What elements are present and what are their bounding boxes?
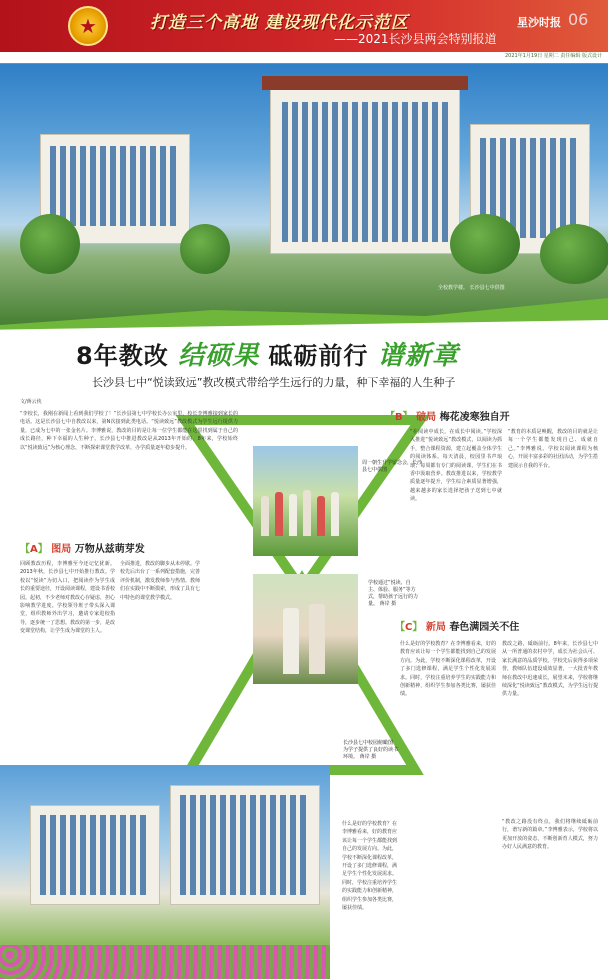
intro-paragraph: “李校长，我刚在新闻上看到我们学校了！”长沙县第七中学校长办公室里，校长李博雅接到家长的电话。这是长沙县七中自教改以来，第N次接到此类电话。“悦读致远”教改模式为学生远行提供力量，已成为七中的一张金名片。李博雅说，教改的目的是让每一位学生都能在这里找到属于自己的成长路径，种下幸福的人生种子。长沙县七中推进教改是从2013年开始的，8年来，学校始终以“悦读致远”为核心理念，不断探索课堂教学改革，办学质量逐年稳步提升。 — [20, 411, 238, 451]
building-right-windows — [180, 795, 310, 895]
article-title — [76, 335, 459, 372]
building-main-roof — [262, 76, 468, 90]
header-slogan: 打造三个高地 建设现代化示范区 — [150, 13, 409, 33]
dateline-bar — [0, 52, 608, 64]
title-mid: 砥砺前行 — [268, 342, 369, 370]
masthead: 星沙时报 — [517, 16, 561, 29]
hero-photo — [0, 64, 608, 332]
section-b-bracket-open: 【 — [385, 412, 395, 423]
header-subslogan: ——2021长沙县两会特别报道 — [334, 32, 497, 46]
campus-photo-caption: 长沙县七中校园俯瞰图 为学子提供了良好的读书环境。 蒋岸 摄 — [343, 740, 399, 760]
student-figure — [261, 496, 269, 536]
building-left-windows — [40, 815, 150, 895]
title-lead: 8年教改 — [76, 342, 169, 370]
section-c-tag: C — [405, 622, 413, 633]
building-main-windows — [282, 102, 448, 242]
dateline-text: 2021年1月19日 星期二 责任编辑 版式设计 — [504, 53, 602, 59]
students-photo — [253, 446, 358, 556]
student-figure — [309, 604, 325, 674]
section-a-col-1: 回顾教改历程，李博雅至今还记忆犹新。2013年秋，长沙县七中开始推行教改。学校以“悦读”为切入口，把阅读作为学生成长的重要途径，开设阅读课程，建设书香校园。起初，不少老师对教改心存疑虑，担心影响教学进度。学校领导班子带头深入课堂，组织教师外出学习，邀请专家进校指导，逐步统一了思想。教改的第一步，是改变课堂结构，让学生成为课堂的主人。 — [20, 561, 115, 635]
tree — [20, 214, 80, 274]
section-b-heading — [385, 408, 510, 423]
title-highlight-1: 结硕果 — [178, 341, 260, 371]
students-photo-caption: 周一朝生升学留念会，长沙县七中供图 — [362, 460, 423, 473]
section-a-col-2: 全面推进，教改的脚步从未停歇。学校先后出台了一系列配套措施，完善评价机制，激发教师参与热情。教师们在实践中不断摸索，形成了具有七中特色的课堂教学模式。 — [120, 561, 200, 601]
student-figure — [275, 492, 283, 536]
hero-caption: 全校教学楼。 长沙县七中供图 — [438, 285, 505, 291]
section-b-bracket-close: 】 — [402, 412, 413, 423]
article-author: 文/蒋云侠 — [20, 399, 42, 405]
section-a-tag: A — [30, 544, 38, 555]
section-a-subtitle: 万物从兹萌芽发 — [74, 544, 145, 555]
section-b-title: 破局 — [416, 412, 437, 423]
section-c-col-1: 什么是好的学校教育？在李博雅看来，好的教育应该让每一个学生都能找到自己的发展方向。为此，学校不断深化课程改革，开设了多门选修课程，满足学生个性化发展需求。同时，学校注重培养学生的实践能力和创新精神，组织学生参加各类比赛，屡获佳绩。 — [400, 641, 496, 698]
reading-photo — [253, 574, 358, 684]
section-c-bracket-close: 】 — [412, 622, 423, 633]
section-c-title: 新局 — [425, 622, 446, 633]
student-figure — [331, 492, 339, 536]
article-subtitle: 长沙县七中“悦读致远”教改模式带给学生远行的力量，种下幸福的人生种子 — [92, 376, 456, 389]
section-b-subtitle: 梅花凌寒独自开 — [439, 412, 510, 423]
emblem-icon — [68, 6, 108, 46]
student-figure — [283, 608, 299, 674]
page-header — [0, 0, 608, 52]
tree — [540, 224, 608, 284]
student-figure — [317, 496, 325, 536]
reading-photo-caption: 学校通过“悦读、自主、体验、服务”等方式，帮助孩子远行的力量。 蒋岸 摄 — [368, 580, 419, 607]
flower-bed — [0, 945, 330, 979]
section-a-heading — [20, 540, 145, 555]
section-a-bracket-close: 】 — [37, 544, 48, 555]
tree — [180, 224, 230, 274]
section-c-subtitle: 春色满园关不住 — [449, 622, 520, 633]
student-figure — [303, 490, 311, 536]
campus-photo — [0, 765, 330, 979]
section-a-title: 图局 — [51, 544, 72, 555]
section-a-bracket-open: 【 — [20, 544, 30, 555]
section-c-col-3: “教改之路没有终点，我们将继续砥砺前行，谱写新的篇章。”李博雅表示，学校将以更加开放的姿态，不断创新育人模式，努力办好人民满意的教育。 — [502, 819, 598, 851]
emblem-glyph: ★ — [79, 14, 97, 38]
student-figure — [289, 494, 297, 536]
tree — [450, 214, 520, 274]
section-b-col-2: “教育的本质是唤醒，教改的目的就是让每一个学生都能发现自己、成就自己。”李博雅说。学校以阅读课程为核心，开展丰富多彩的社团活动，为学生搭建展示自我的平台。 — [508, 429, 598, 469]
section-c-heading — [395, 618, 519, 633]
page-number: 06 — [568, 10, 589, 29]
section-b-col-1: “在阅读中成长，在成长中阅读。”学校深入推进“悦读致远”教改模式，以阅读为抓手，整合课程资源，建立起覆盖全体学生的阅读体系。每天清晨，校园里书声琅琅；每周都有专门的阅读课，学生们在书香中汲取营养。教改推进以来，学校教学质量逐年提升，学生综合素质显著增强，越来越多的家长选择把孩子送到七中就读。 — [410, 429, 502, 503]
section-c-col-0: 什么是好的学校教育？在李博雅看来，好的教育应该让每一个学生都能找到自己的发展方向。为此，学校不断深化课程改革，开设了多门选修课程，满足学生个性化发展需求。同时，学校注重培养学生的实践能力和创新精神，组织学生参加各类比赛，屡获佳绩。 — [342, 821, 397, 912]
section-b-tag: B — [395, 412, 403, 423]
title-highlight-2: 谱新章 — [377, 341, 459, 371]
section-c-bracket-open: 【 — [395, 622, 405, 633]
section-c-col-2: 教改之路，砥砺前行。8年来，长沙县七中从一所普通的农村中学，成长为社会认可、家长满意的品质学校。学校先后获得多项荣誉，教师队伍建设成效显著，一大批青年教师在教改中迅速成长。展望未来，学校将继续深化“悦读致远”教改模式，为学生远行提供力量。 — [502, 641, 598, 698]
building-left-windows — [50, 146, 180, 226]
